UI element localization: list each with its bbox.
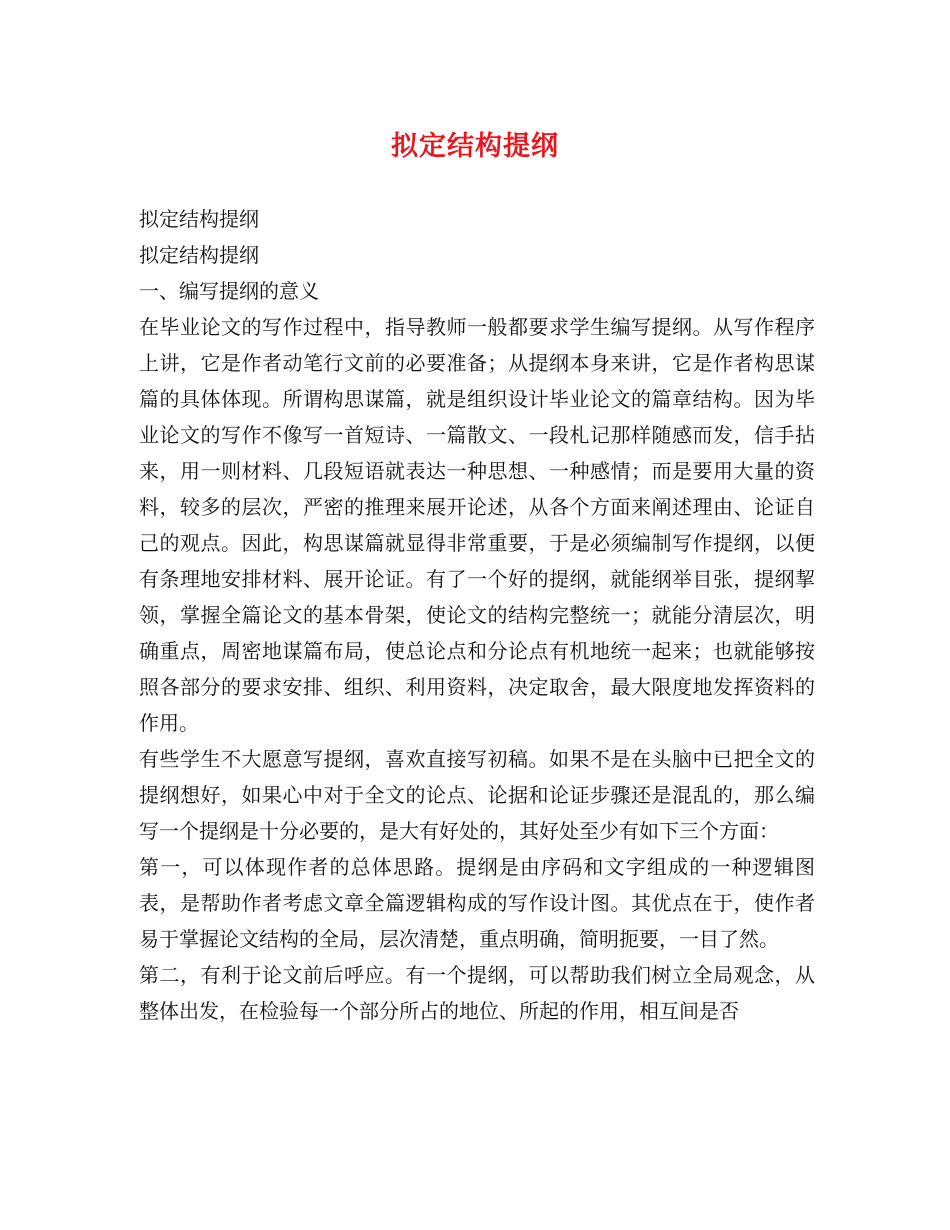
paragraph-intro: 在毕业论文的写作过程中，指导教师一般都要求学生编写提纲。从写作程序上讲，它是作者动笔行文前的必要准备；从提纲本身来讲，它是作者构思谋篇的具体体现。所谓构思谋篇，就是组织设计毕业论文的篇章结构。因为毕业论文的写作不像写一首短诗、一篇散文、一段札记那样随感而发，信手拈来，用一则材料、几段短语就表达一种思想、一种感情；而是要用大量的资料，较多的层次，严密的推理来展开论述，从各个方面来阐述理由、论证自己的观点。因此，构思谋篇就显得非常重要，于是必须编制写作提纲，以便有条理地安排材料、展开论证。有了一个好的提纲，就能纲举目张，提纲挈领，掌握全篇论文的基本骨架，使论文的结构完整统一；就能分清层次，明确重点，周密地谋篇布局，使总论点和分论点有机地统一起来；也就能够按照各部分的要求安排、组织、利用资料，决定取舍，最大限度地发挥资料的作用。 (139, 315, 815, 735)
document-body (139, 201, 815, 1029)
paragraph-benefits: 有些学生不大愿意写提纲，喜欢直接写初稿。如果不是在头脑中已把全文的提纲想好，如果心中对于全文的论点、论据和论证步骤还是混乱的，那么编写一个提纲是十分必要的，是大有好处的，其好处至少有如下三个方面： (139, 747, 815, 843)
paragraph-subtitle-2: 拟定结构提纲 (139, 243, 259, 267)
section-heading: 一、编写提纲的意义 (139, 279, 319, 303)
paragraph-first: 第一，可以体现作者的总体思路。提纲是由序码和文字组成的一种逻辑图表，是帮助作者考虑文章全篇逻辑构成的写作设计图。其优点在于，使作者易于掌握论文结构的全局，层次清楚，重点明确，简明扼要，一目了然。 (139, 855, 815, 951)
paragraph-second: 第二，有利于论文前后呼应。有一个提纲，可以帮助我们树立全局观念，从整体出发，在检验每一个部分所占的地位、所起的作用，相互间是否 (139, 963, 815, 1023)
document-title: 拟定结构提纲 (391, 131, 559, 162)
paragraph-subtitle-1: 拟定结构提纲 (139, 207, 259, 231)
